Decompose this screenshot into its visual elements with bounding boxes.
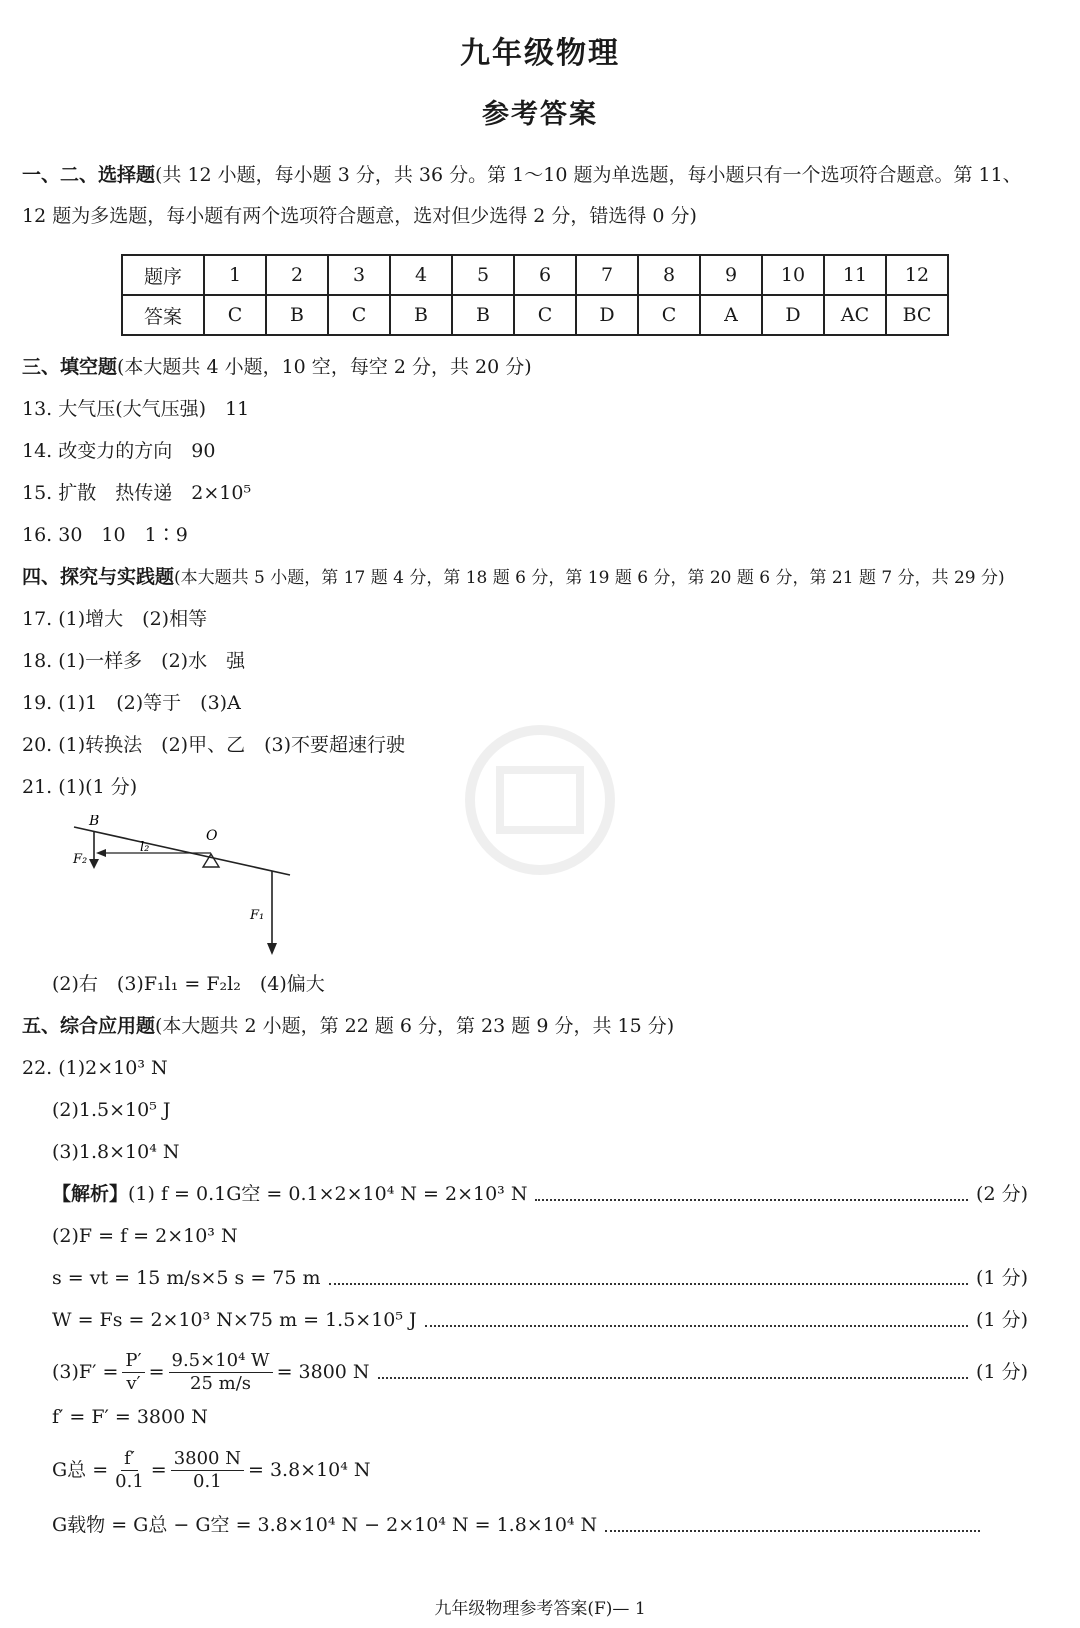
section4-header [22,565,1005,590]
formula-prefix: (3)F′ = [52,1361,119,1383]
equals-sign: = [148,1361,165,1383]
table-cell: AC [824,295,886,335]
analysis-line-5 [52,1348,1028,1396]
table-cell: 11 [824,255,886,295]
table-cell: 6 [514,255,576,295]
table-cell: 12 [886,255,948,295]
fraction-numerator: 9.5×10⁴ W [169,1350,273,1373]
arm-l2-arrowhead [96,849,106,857]
fraction-denominator: v′ [126,1372,141,1394]
analysis-step-8: G载物 = G总 − G空 = 3.8×10⁴ N − 2×10⁴ N = 1.8×10⁴ N [52,1514,598,1536]
watermark-logo-icon [440,710,640,890]
dot-leader [535,1187,968,1201]
answer-15: 15. 扩散 热传递 2×10⁵ [22,482,252,504]
answer-20: 20. (1)转换法 (2)甲、乙 (3)不要超速行驶 [22,734,405,756]
table-cell: 10 [762,255,824,295]
lever-bar [74,827,290,875]
table-cell: 7 [576,255,638,295]
section4-desc: (本大题共 5 小题，第 17 题 4 分，第 18 题 6 分，第 19 题 6 分，第 20 题 6 分，第 21 题 7 分，共 29 分) [174,568,1005,588]
analysis-line-8 [52,1513,988,1537]
table-cell: A [700,295,762,335]
answer-16: 16. 30 10 1∶9 [22,524,188,546]
analysis-step-4: W = Fs = 2×10³ N×75 m = 1.5×10⁵ J [52,1309,417,1331]
fraction-numerator: 3800 N [171,1448,244,1471]
formula-result: = 3.8×10⁴ N [247,1459,371,1481]
fraction-numerator: P′ [122,1350,144,1373]
table-cell: 3 [328,255,390,295]
fraction [122,1350,144,1395]
answer-19: 19. (1)1 (2)等于 (3)A [22,692,241,714]
section5-heading: 五、综合应用题 [22,1015,156,1037]
analysis-label: 【解析】 [52,1183,129,1205]
section3-desc: (本大题共 4 小题，10 空，每空 2 分，共 20 分) [117,356,532,378]
answer-table [121,254,949,336]
score-label: (2 分) [976,1183,1028,1205]
section4-heading: 四、探究与实践题 [22,566,175,588]
fraction-denominator: 25 m/s [190,1372,252,1394]
dot-leader [605,1518,980,1532]
analysis-step-1: (1) f = 0.1G空 = 0.1×2×10⁴ N = 2×10³ N [128,1183,528,1205]
answer-22-1: 22. (1)2×10³ N [22,1057,168,1079]
page-title: 九年级物理 [460,36,620,71]
fraction-denominator: 0.1 [193,1470,222,1492]
force-f2-arrowhead [89,859,99,869]
page-subtitle: 参考答案 [482,99,598,130]
table-cell: C [514,295,576,335]
answer-17: 17. (1)增大 (2)相等 [22,608,208,630]
table-cell: C [204,295,266,335]
dot-leader [329,1271,968,1285]
answer-22-3: (3)1.8×10⁴ N [52,1141,180,1163]
table-cell: C [328,295,390,335]
score-label: (1 分) [976,1361,1028,1383]
section3-header [22,355,532,379]
label-o: O [206,828,218,844]
section5-header [22,1014,674,1038]
table-cell: BC [886,295,948,335]
answer-13: 13. 大气压(大气压强) 11 [22,398,250,420]
answer-21-rest: (2)右 (3)F₁l₁ = F₂l₂ (4)偏大 [52,973,325,995]
lever-diagram [68,815,308,970]
force-f1-arrowhead [267,943,277,955]
label-f1: F₁ [250,908,265,923]
table-row [122,255,948,295]
table-cell: B [266,295,328,335]
formula-prefix: G总 = [52,1459,109,1481]
table-cell: B [390,295,452,335]
table-row-label: 答案 [122,295,204,335]
section1-desc: (共 12 小题，每小题 3 分，共 36 分。第 1～10 题为单选题，每小题只有一个选项符合题意。第 11、 [155,164,1022,186]
answer-18: 18. (1)一样多 (2)水 强 [22,650,246,672]
page-footer: 九年级物理参考答案(F)— 1 [434,1599,646,1619]
score-label: (1 分) [976,1267,1028,1289]
fraction-numerator: f′ [121,1448,138,1471]
analysis-line-7 [52,1446,371,1494]
analysis-line-3 [52,1266,1028,1290]
table-cell: 4 [390,255,452,295]
table-cell: D [576,295,638,335]
table-cell: 8 [638,255,700,295]
table-cell: 5 [452,255,514,295]
section1-heading: 一、二、选择题 [22,164,156,186]
table-cell: 9 [700,255,762,295]
analysis-step-6: f′ = F′ = 3800 N [52,1406,208,1428]
label-b: B [89,815,100,829]
table-row [122,295,948,335]
table-row-label: 题序 [122,255,204,295]
table-cell: C [638,295,700,335]
analysis-step-2: (2)F = f = 2×10³ N [52,1225,238,1247]
formula-result: = 3800 N [276,1361,370,1383]
label-f2: F₂ [73,852,88,867]
fraction [169,1350,273,1395]
section1-header [22,163,1022,187]
section3-heading: 三、填空题 [22,356,118,378]
fraction-denominator: 0.1 [115,1470,144,1492]
dot-leader [378,1365,968,1379]
equals-sign: = [150,1459,167,1481]
section1-desc-line2: 12 题为多选题，每小题有两个选项符合题意，选对但少选得 2 分，错选得 0 分) [22,205,697,227]
answer-21: 21. (1)(1 分) [22,776,138,798]
dot-leader [425,1313,968,1327]
analysis-line-1 [52,1182,1028,1206]
table-cell: 1 [204,255,266,295]
answer-22-2: (2)1.5×10⁵ J [52,1099,171,1121]
analysis-line-4 [52,1308,1028,1332]
table-cell: D [762,295,824,335]
section5-desc: (本大题共 2 小题，第 22 题 6 分，第 23 题 9 分，共 15 分) [155,1015,675,1037]
answer-14: 14. 改变力的方向 90 [22,440,216,462]
score-label: (1 分) [976,1309,1028,1331]
table-cell: 2 [266,255,328,295]
analysis-step-3: s = vt = 15 m/s×5 s = 75 m [52,1267,321,1289]
fraction [171,1448,244,1493]
label-l2: l₂ [140,840,150,855]
table-cell: B [452,295,514,335]
fraction [112,1448,147,1493]
